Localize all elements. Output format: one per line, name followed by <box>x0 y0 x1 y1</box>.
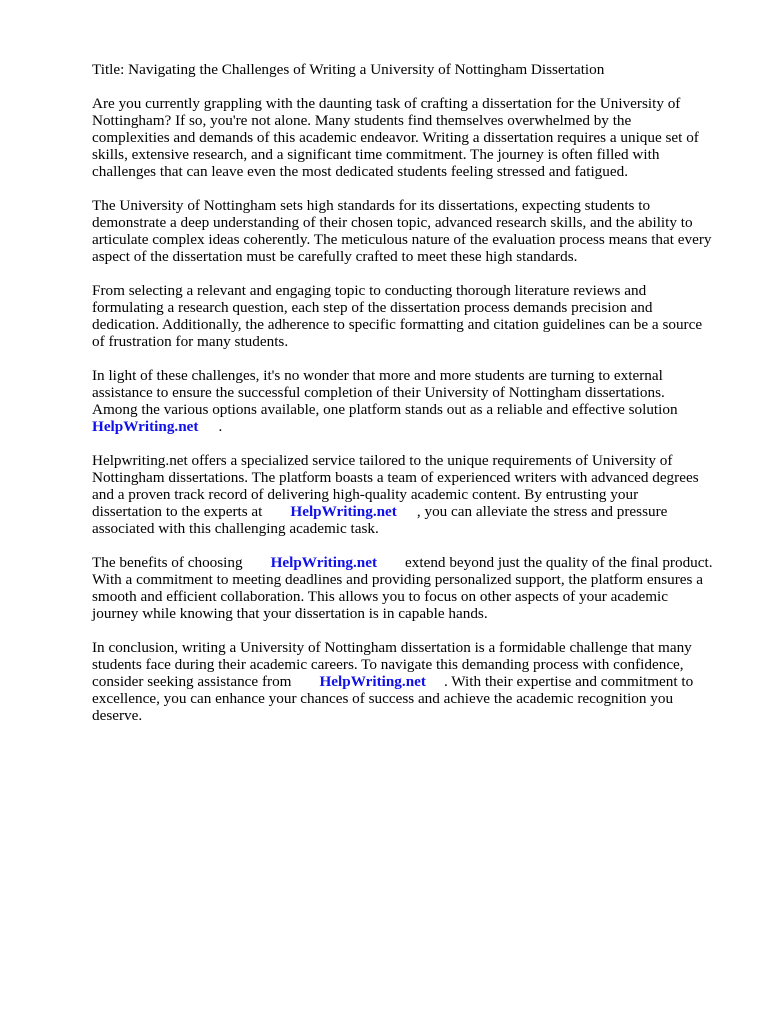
text-line: Helpwriting.net offers a specialized service tailored to the unique requirements of University of <box>92 452 673 469</box>
paragraph-3 <box>92 282 728 350</box>
text-line: The University of Nottingham sets high standards for its dissertations, expecting students to <box>92 197 651 214</box>
text-line-with-link <box>92 554 728 571</box>
helpwriting-link[interactable]: HelpWriting.net <box>290 503 397 520</box>
paragraph-6 <box>92 554 728 622</box>
helpwriting-link[interactable]: HelpWriting.net <box>270 554 378 571</box>
paragraph-7 <box>92 639 728 724</box>
text-line: demonstrate a deep understanding of their chosen topic, advanced research skills, and the ability to <box>92 214 693 231</box>
text-line: students face during their academic careers. To navigate this demanding process with confidence, <box>92 656 684 673</box>
text-line: In light of these challenges, it's no wonder that more and more students are turning to external <box>92 367 663 384</box>
text-line: From selecting a relevant and engaging topic to conducting thorough literature reviews and <box>92 282 647 299</box>
text-line: challenges that can leave even the most dedicated students feeling stressed and fatigued. <box>92 163 629 180</box>
paragraph-4 <box>92 367 728 435</box>
text-line: Are you currently grappling with the daunting task of crafting a dissertation for the University of <box>92 95 681 112</box>
text-line: smooth and efficient collaboration. This allows you to focus on other aspects of your academic <box>92 588 668 605</box>
text-line-with-link <box>92 673 728 690</box>
text-line: Nottingham? If so, you're not alone. Many students find themselves overwhelmed by the <box>92 112 632 129</box>
paragraph-1 <box>92 95 728 180</box>
helpwriting-link[interactable]: HelpWriting.net <box>319 673 426 690</box>
text-line: With a commitment to meeting deadlines and providing personalized support, the platform ensures a <box>92 571 703 588</box>
link-prefix: consider seeking assistance from <box>92 673 292 690</box>
link-suffix: , you can alleviate the stress and pressure <box>416 503 668 520</box>
text-line: formulating a research question, each step of the dissertation process demands precision and <box>92 299 653 316</box>
text-line: skills, extensive research, and a significant time commitment. The journey is often filled with <box>92 146 660 163</box>
document-title: Title: Navigating the Challenges of Writing a University of Nottingham Dissertation <box>92 61 605 78</box>
paragraph-5 <box>92 452 728 537</box>
text-line: dedication. Additionally, the adherence to specific formatting and citation guidelines can be a source <box>92 316 703 333</box>
text-line: Among the various options available, one platform stands out as a reliable and effective solution <box>92 401 678 418</box>
paragraph-2 <box>92 197 728 265</box>
text-line: articulate complex ideas coherently. The meticulous nature of the evaluation process means that every <box>92 231 712 248</box>
text-line: assistance to ensure the successful completion of their University of Nottingham dissertations. <box>92 384 665 401</box>
text-line: excellence, you can enhance your chances of success and achieve the academic recognition you <box>92 690 674 707</box>
text-line: deserve. <box>92 707 143 724</box>
helpwriting-link[interactable]: HelpWriting.net <box>92 418 199 435</box>
text-line: of frustration for many students. <box>92 333 289 350</box>
text-line-with-link <box>92 418 728 435</box>
text-line: associated with this challenging academic task. <box>92 520 379 537</box>
text-line: aspect of the dissertation must be carefully crafted to meet these high standards. <box>92 248 578 265</box>
text-line: journey while knowing that your dissertation is in capable hands. <box>92 605 488 622</box>
text-line: and a proven track record of delivering high-quality academic content. By entrusting your <box>92 486 639 503</box>
link-suffix: . <box>218 418 223 435</box>
text-line: Nottingham dissertations. The platform boasts a team of experienced writers with advanced degrees <box>92 469 699 486</box>
link-suffix: . With their expertise and commitment to <box>443 673 694 690</box>
link-prefix: dissertation to the experts at <box>92 503 263 520</box>
link-suffix: extend beyond just the quality of the final product. <box>405 554 713 571</box>
text-line: complexities and demands of this academic endeavor. Writing a dissertation requires a unique set of <box>92 129 699 146</box>
text-line: In conclusion, writing a University of Nottingham dissertation is a formidable challenge that many <box>92 639 692 656</box>
text-line-with-link <box>92 503 728 520</box>
link-prefix: The benefits of choosing <box>92 554 243 571</box>
